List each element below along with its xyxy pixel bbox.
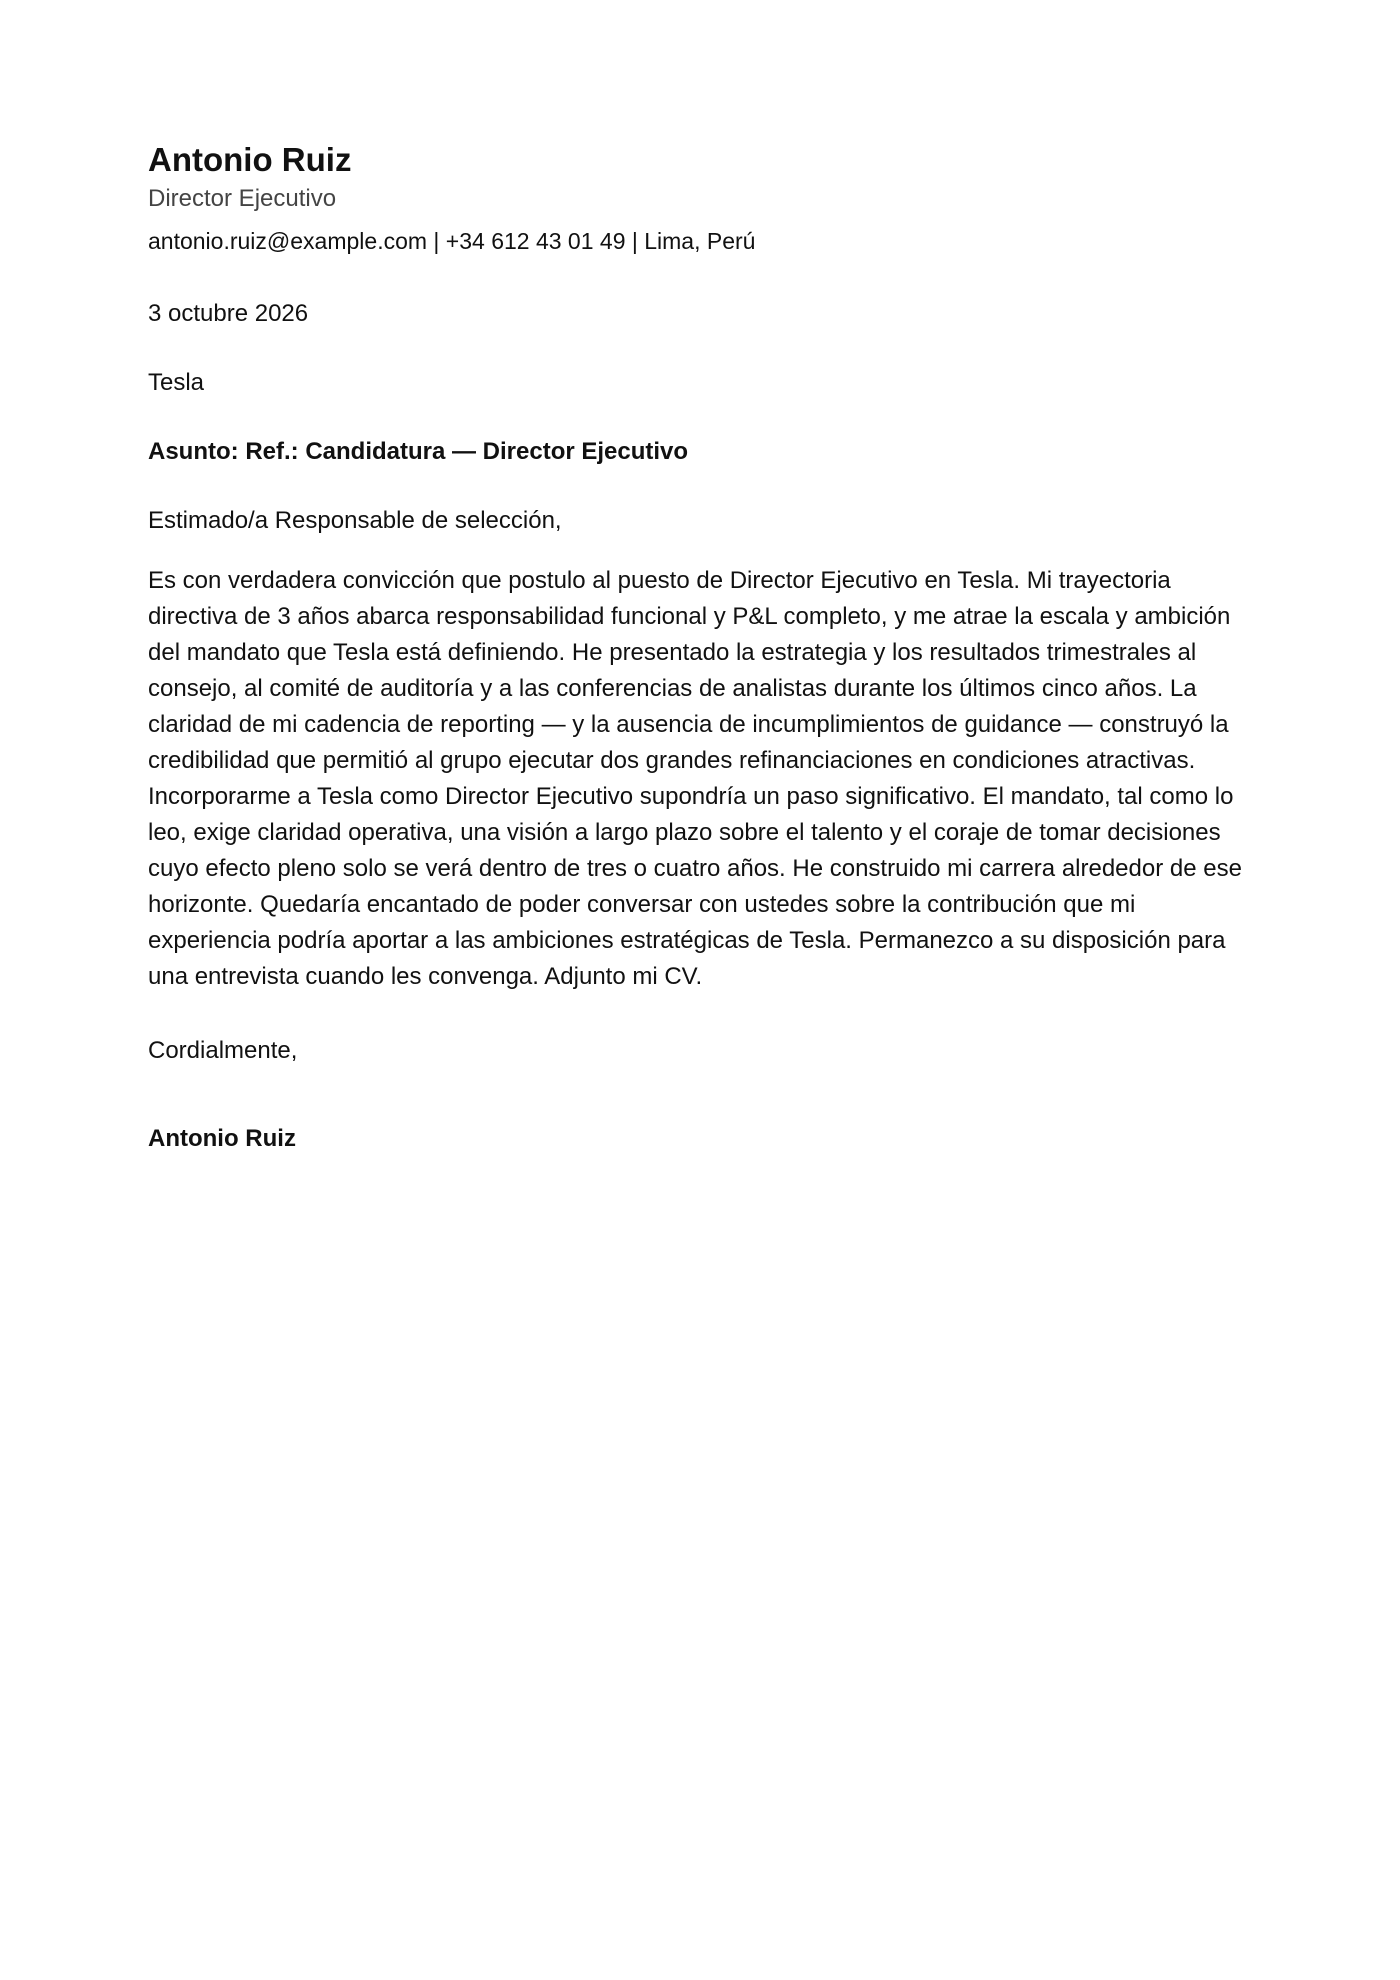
letter-date: 3 octubre 2026 bbox=[148, 300, 309, 327]
sender-name: Antonio Ruiz bbox=[148, 141, 352, 178]
cover-letter-page bbox=[148, 138, 1264, 1156]
sender-contact: antonio.ruiz@example.com | +34 612 43 01 49 | Lima, Perú bbox=[148, 228, 756, 254]
recipient-company: Tesla bbox=[148, 369, 205, 396]
letter-body: Es con verdadera convicción que postulo al puesto de Director Ejecutivo en Tesla. Mi trayectoria directiva de 3 años abarca responsabilidad funcional y P&L completo, y me atrae la escala y ambición del mandato que Tesla está definiendo. He presentado la estrategia y los resultados trimestrales al consejo, al comité de auditoría y a las conferencias de analistas durante los últimos cinco años. La claridad de mi cadencia de reporting — y la ausencia de incumplimientos de guidance — construyó la credibilidad que permitió al grupo ejecutar dos grandes refinanciaciones en condiciones atractivas. Incorporarme a Tesla como Director Ejecutivo supondría un paso significativo. El mandato, tal como lo leo, exige claridad operativa, una visión a largo plazo sobre el talento y el coraje de tomar decisiones cuyo efecto pleno solo se verá dentro de tres o cuatro años. He construido mi carrera alrededor de ese horizonte. Quedaría encantado de poder conversar con ustedes sobre la contribución que mi experiencia podría aportar a las ambiciones estratégicas de Tesla. Permanezco a su disposición para una entrevista cuando les convenga. Adjunto mi CV. bbox=[148, 567, 1242, 990]
sender-role: Director Ejecutivo bbox=[148, 185, 337, 212]
letter-closing: Cordialmente, bbox=[148, 1037, 298, 1064]
letter-signature: Antonio Ruiz bbox=[148, 1125, 296, 1152]
letter-greeting: Estimado/a Responsable de selección, bbox=[148, 507, 562, 534]
letter-subject: Asunto: Ref.: Candidatura — Director Ejecutivo bbox=[148, 438, 689, 465]
